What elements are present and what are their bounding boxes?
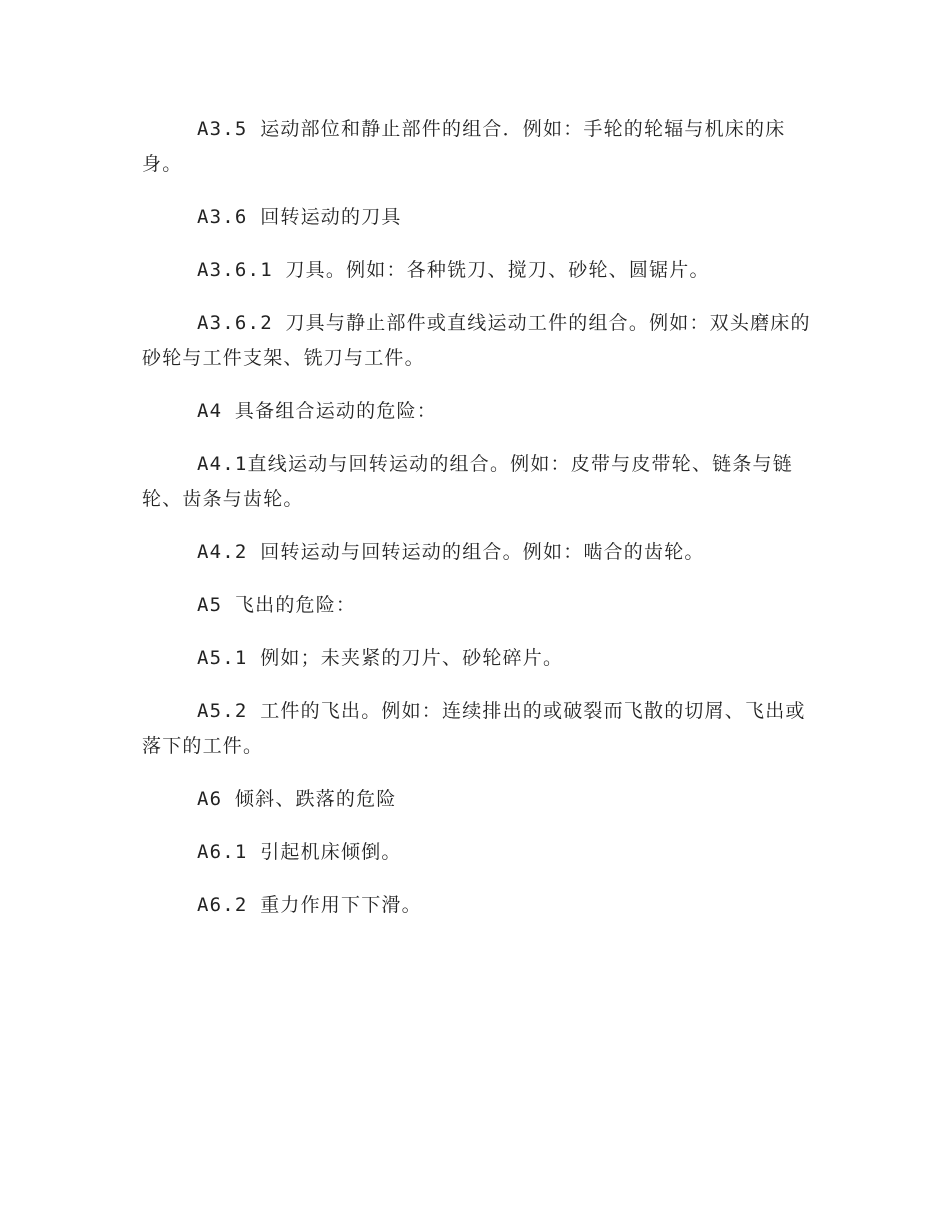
paragraph-a5: A5 飞出的危险： bbox=[197, 594, 357, 616]
paragraph-a4-2: A4.2 回转运动与回转运动的组合。例如：啮合的齿轮。 bbox=[197, 541, 705, 563]
paragraph-a6-2: A6.2 重力作用下下滑。 bbox=[197, 894, 422, 916]
paragraph-a6-1: A6.1 引起机床倾倒。 bbox=[197, 841, 402, 863]
paragraph-a3-6-2: A3.6.2 刀具与静止部件或直线运动工件的组合。例如：双头磨床的砂轮与工件支架、铣刀与工件。 bbox=[142, 312, 811, 369]
paragraph-a3-6-1: A3.6.1 刀具。例如：各种铣刀、搅刀、砂轮、圆锯片。 bbox=[197, 259, 710, 281]
paragraph-a3-6: A3.6 回转运动的刀具 bbox=[197, 206, 402, 228]
paragraph-a3-5: A3.5 运动部位和静止部件的组合．例如：手轮的轮辐与机床的床身。 bbox=[142, 118, 786, 175]
paragraph-a4-1: A4.1直线运动与回转运动的组合。例如：皮带与皮带轮、链条与链轮、齿条与齿轮。 bbox=[142, 453, 793, 510]
paragraph-a4: A4 具备组合运动的危险： bbox=[197, 400, 437, 422]
paragraph-a6: A6 倾斜、跌落的危险 bbox=[197, 788, 397, 810]
paragraph-a5-1: A5.1 例如；未夹紧的刀片、砂轮碎片。 bbox=[197, 647, 564, 669]
document-body bbox=[142, 112, 812, 941]
paragraph-a5-2: A5.2 工件的飞出。例如：连续排出的或破裂而飞散的切屑、飞出或落下的工件。 bbox=[142, 700, 806, 757]
